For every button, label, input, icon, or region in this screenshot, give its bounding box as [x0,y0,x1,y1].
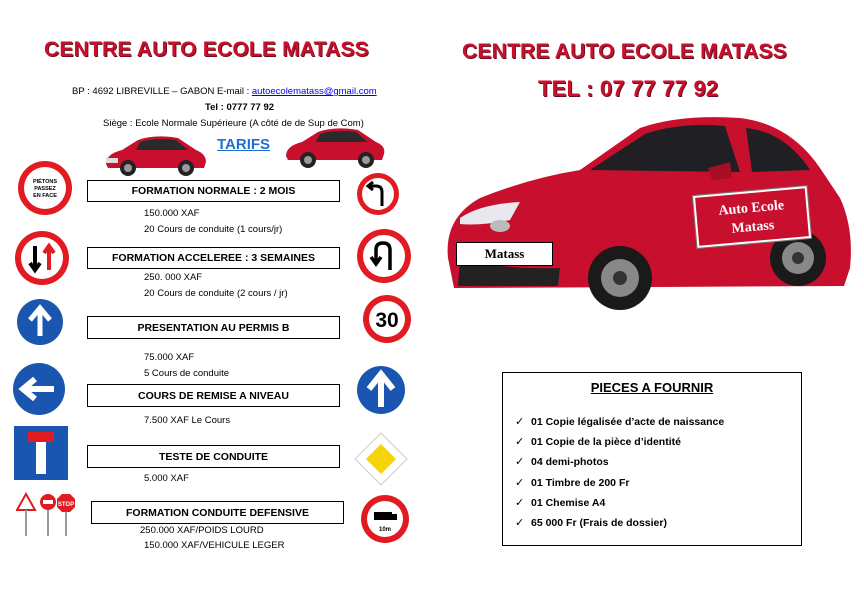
car-door-sign-line-2: Matass [730,218,775,237]
priority-road-sign-icon [354,432,408,486]
check-icon: ✓ [515,497,525,509]
mandatory-straight-sign-2-icon [354,363,408,417]
piece-item: 01 Timbre de 200 Fr [531,477,630,489]
formation-box-acceleree: FORMATION ACCELEREE : 3 SEMAINES [87,247,340,269]
priority-oncoming-sign-icon [14,230,70,286]
formation-box-defensive: FORMATION CONDUITE DEFENSIVE [91,501,344,524]
right-title: CENTRE AUTO ECOLE MATASS [462,40,787,63]
formation-box-normale: FORMATION NORMALE : 2 MOIS [87,180,340,202]
check-icon: ✓ [515,416,525,428]
piece-item: 65 000 Fr (Frais de dossier) [531,517,667,529]
pedestrian-sign-line-3: EN FACE [33,193,57,199]
pedestrian-sign-line-2: PASSEZ [34,186,56,192]
formation-box-permis: PRESENTATION AU PERMIS B [87,316,340,339]
formation-defensive-price-lourd: 250.000 XAF/POIDS LOURD [140,525,264,536]
car-door-sign-line-1: Auto Ecole [717,198,785,219]
formation-permis-courses: 5 Cours de conduite [144,368,230,379]
formation-box-teste: TESTE DE CONDUITE [87,445,340,468]
tarifs-heading: TARIFS [217,136,271,153]
formation-remise-price: 7.500 XAF Le Cours [144,415,231,426]
piece-item: 01 Chemise A4 [531,497,606,509]
formation-teste-price: 5.000 XAF [144,473,189,484]
car-plate: Matass [456,242,553,266]
pieces-box [502,372,802,546]
no-u-turn-sign-icon [356,228,412,284]
small-car-image-2 [280,120,388,170]
min-distance-text: 10m [378,527,392,533]
formation-acceleree-price: 250. 000 XAF [144,272,203,283]
address-line [72,86,377,97]
check-icon: ✓ [515,436,525,448]
right-tel: TEL : 07 77 77 92 [538,76,719,101]
piece-item: 01 Copie de la pièce d’identité [531,436,681,448]
email-link[interactable]: autoecolematass@gmail.com [251,86,377,97]
pieces-title: PIECES A FOURNIR [590,380,714,395]
pedestrian-sign-icon [17,160,73,216]
piece-item: 04 demi-photos [531,456,609,468]
mandatory-left-sign-icon [10,360,68,418]
warning-signs-group-icon [16,492,78,536]
formation-normale-courses: 20 Cours de conduite (1 cours/jr) [144,224,283,235]
no-left-turn-sign-icon [356,172,400,216]
formation-defensive-price-leger: 150.000 XAF/VEHICULE LEGER [144,540,285,551]
formation-normale-price: 150.000 XAF [144,208,200,219]
speed-limit-value: 30 [375,309,399,332]
mandatory-straight-sign-icon [14,296,66,348]
formation-permis-price: 75.000 XAF [144,352,195,363]
check-icon: ✓ [515,456,525,468]
left-tel: Tel : 0777 77 92 [205,102,275,113]
address-text: BP : 4692 LIBREVILLE – GABON E-mail : [72,86,252,97]
check-icon: ✓ [515,517,525,529]
min-distance-sign-icon [360,494,410,544]
left-title: CENTRE AUTO ECOLE MATASS [44,38,369,61]
stop-sign-text: STOP [57,502,75,508]
car-door-sign [693,186,811,248]
siege-line: Siège : Ecole Normale Supérieure (A côté de de Sup de Com) [103,118,364,129]
formation-box-remise: COURS DE REMISE A NIVEAU [87,384,340,407]
piece-item: 01 Copie légalisée d’acte de naissance [531,416,725,428]
speed-limit-30-sign-icon [362,294,412,344]
dead-end-sign-icon [14,426,68,480]
pedestrian-sign-line-1: PIÉTONS [32,179,58,185]
formation-acceleree-courses: 20 Cours de conduite (2 cours / jr) [144,288,288,299]
check-icon: ✓ [515,477,525,489]
small-car-image-1 [100,130,210,178]
